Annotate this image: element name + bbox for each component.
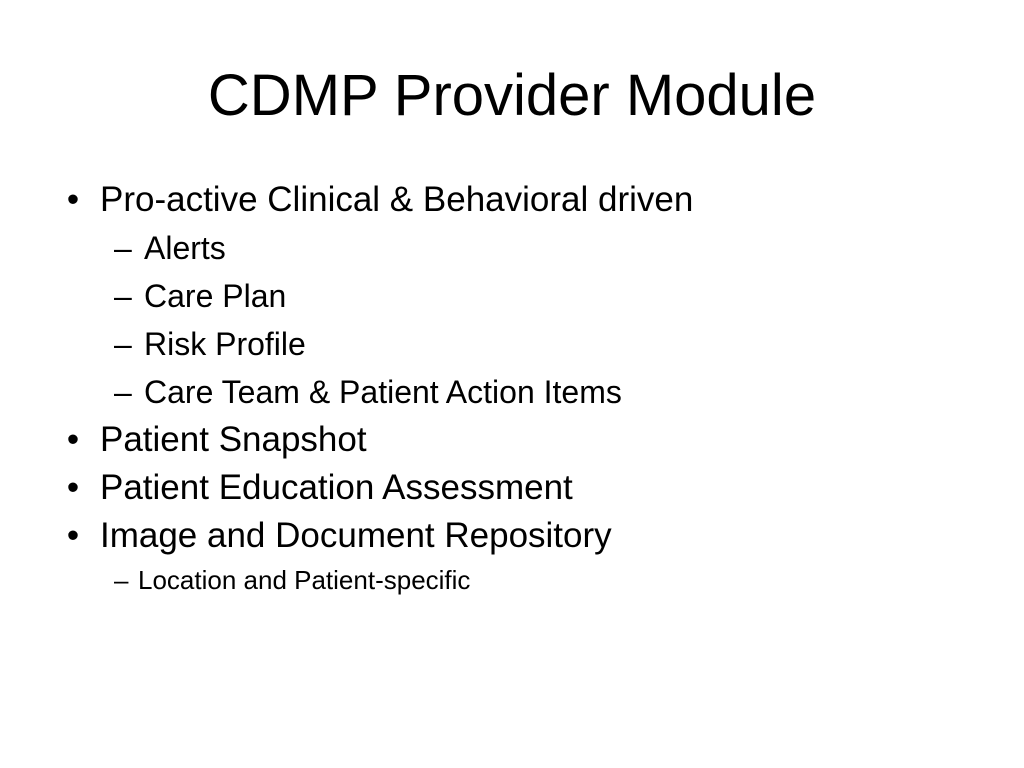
- bullet-marker-icon: •: [66, 516, 80, 555]
- bullet-text: Pro-active Clinical & Behavioral driven: [100, 180, 694, 219]
- dash-marker-icon: –: [114, 278, 132, 314]
- sub-item-alerts: [58, 224, 998, 272]
- bullet-marker-icon: •: [66, 180, 80, 219]
- slide-title: CDMP Provider Module: [207, 63, 817, 128]
- bullet-marker-icon: •: [66, 468, 80, 507]
- dash-marker-icon: –: [114, 326, 132, 362]
- sub-item-text: Care Team & Patient Action Items: [144, 374, 622, 410]
- dash-marker-icon: –: [114, 230, 132, 266]
- sub-item-text: Location and Patient-specific: [138, 565, 471, 595]
- bullet-item-patient-snapshot: [58, 416, 998, 464]
- bullet-marker-icon: •: [66, 420, 80, 459]
- dash-marker-icon: –: [114, 565, 129, 595]
- sub-item-text: Care Plan: [144, 278, 287, 314]
- sub-item-location-specific: [58, 560, 998, 600]
- bullet-item-patient-education: [58, 464, 998, 512]
- bullet-item-image-repository: [58, 512, 998, 560]
- bullet-text: Patient Education Assessment: [100, 468, 573, 507]
- sub-item-risk-profile: [58, 320, 998, 368]
- sub-item-care-plan: [58, 272, 998, 320]
- bullet-item-pro-active: [58, 176, 998, 224]
- bullet-list: [58, 176, 998, 600]
- dash-marker-icon: –: [114, 374, 132, 410]
- sub-item-care-team: [58, 368, 998, 416]
- bullet-text: Image and Document Repository: [100, 516, 612, 555]
- sub-item-text: Alerts: [144, 230, 226, 266]
- sub-item-text: Risk Profile: [144, 326, 306, 362]
- bullet-text: Patient Snapshot: [100, 420, 367, 459]
